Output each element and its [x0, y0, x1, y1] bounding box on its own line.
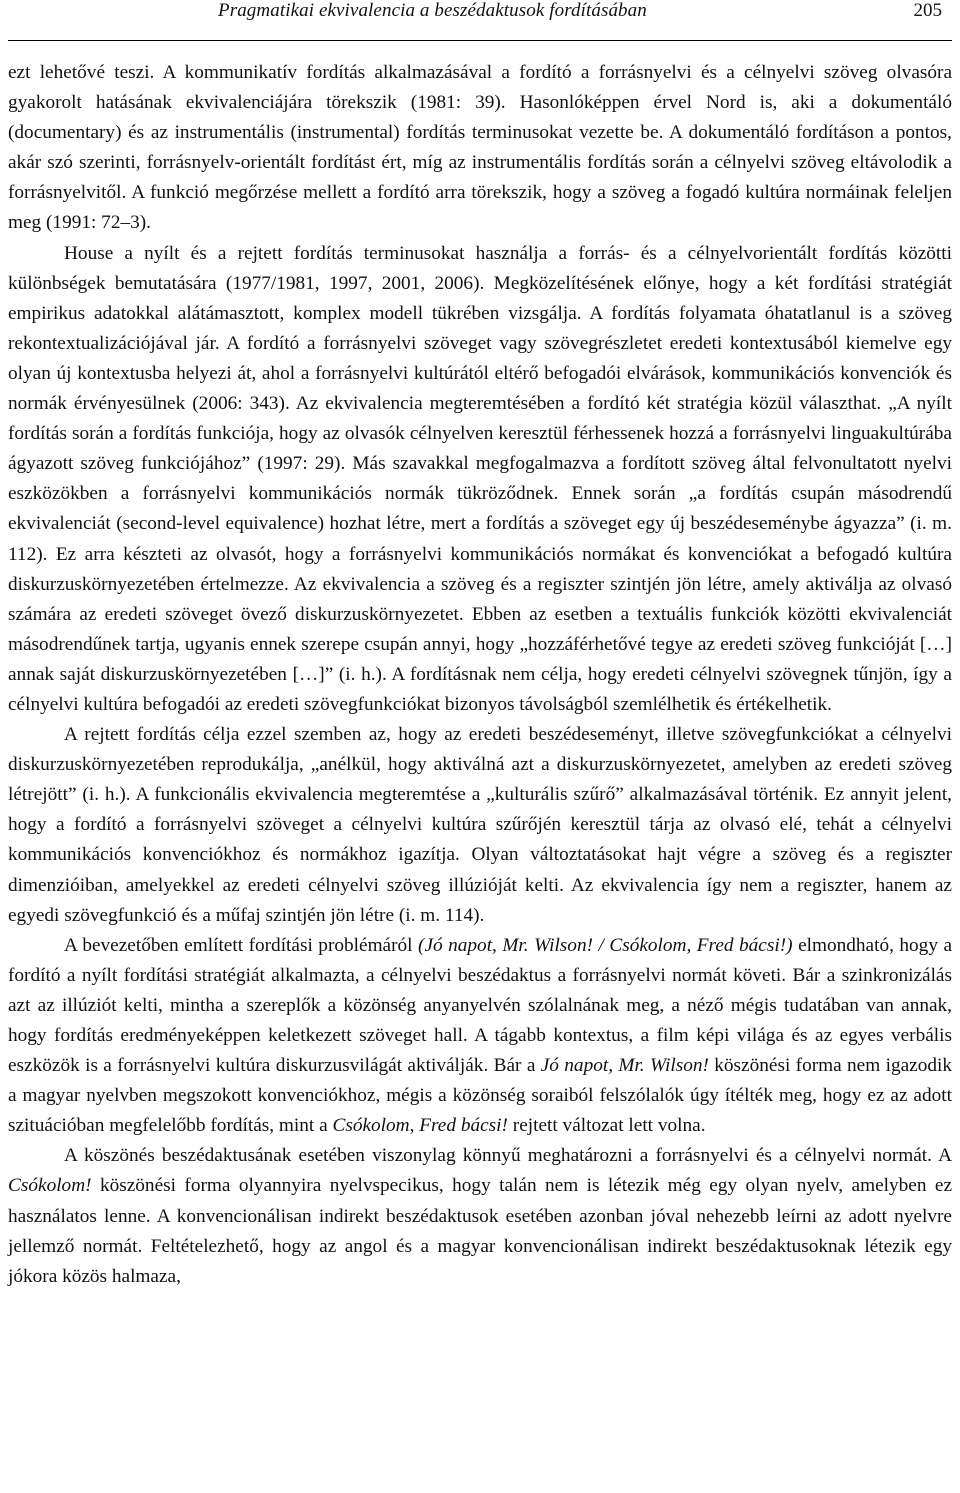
paragraph-4 — [8, 931, 952, 1142]
paragraph-text: köszönési forma olyannyira nyelvspecikus, hogy talán nem is létezik még egy olyan nyelv, amelyben ez használatos lenne. A konvencionálisan indirekt beszédaktusok esetében azonban jóval nehezebb leírni az adott nyelvre jellemző normát. Feltételezhető, hogy az angol és a magyar konvencionálisan indirekt beszédaktusoknak létezik egy jókora közös halmaza, — [8, 1175, 952, 1287]
paragraph-3 — [8, 720, 952, 931]
running-title: Pragmatikai ekvivalencia a beszédaktusok fordításában — [218, 0, 647, 21]
page-header — [8, 0, 952, 41]
paragraph-text: House a nyílt és a rejtett fordítás terminusokat használja a forrás- és a célnyelvorientált fordítás közötti különbségek bemutatására (1977/1981, 1997, 2001, 2006). Megközelítésének előnye, hogy a két fordítási stratégiát empirikus adatokkal alátámasztott, komplex modell tükrében vizsgálja. A fordítás folyamata óhatatlanul is a szöveg rekontextualizációjával jár. A fordító a forrásnyelvi szöveget vagy szövegrészletet eredeti kontextusából kiemelve egy olyan új kontextusba helyezi át, ahol a forrásnyelvi kultúrától eltérő befogadói elvárások, kommunikációs konvenciók és normák érvényesülnek (2006: 343). Az ekvivalencia megteremtésében a fordító két stratégia közül választhat. „A nyílt fordítás során a fordítás funkciója, hogy az olvasók célnyelven keresztül férhessenek hozzá a forrásnyelvi linguakultúrába ágyazott szöveg funkciójához” (1997: 29). Más szavakkal megfogalmazva a fordított szöveg által felvonultatott nyelvi eszközökben a forrásnyelvi kommunikációs normák tükröződnek. Ennek során „a fordítás csupán másodrendű ekvivalenciát (second-level equivalence) hozhat létre, mert a fordítás a szöveget egy új beszédeseménybe ágyazza” (i. m. 112). Ez arra készteti az olvasót, hogy a forrásnyelvi kommunikációs normákat és konvenciókat a befogadó kultúra diskurzuskörnyezetében értelmezze. Az ekvivalencia a szöveg és a regiszter szintjén jön létre, amely aktiválja az olvasó számára az eredeti szöveget övező diskurzuskörnyezetet. Ebben az esetben a textuális funkciók közötti ekvivalenciát másodrendűnek tartja, ugyanis ennek szerepe csupán annyi, hogy „hozzáférhetővé tegye az eredeti szöveg funkcióját […] annak saját diskurzuskörnyezetében […]” (i. h.). A fordításnak nem célja, hogy eredeti célnyelvi szövegnek tűnjön, így a célnyelvi kultúra befogadói az eredeti szövegfunkciókat bizonyos távolságból szemlélhetik és értékelhetik. — [8, 242, 952, 715]
paragraph-text: A köszönés beszédaktusának esetében viszonylag könnyű meghatározni a forrásnyelvi és a célnyelvi normát. A — [64, 1145, 952, 1167]
paragraph-text: A bevezetőben említett fordítási problémáról — [64, 934, 419, 956]
italic-jo-napot: Jó napot, Mr. Wilson! — [540, 1055, 709, 1077]
paragraph-2 — [8, 239, 952, 721]
paragraph-1 — [8, 58, 952, 239]
paragraph-text: ezt lehetővé teszi. A kommunikatív fordítás alkalmazásával a fordító a forrásnyelvi és a célnyelvi szöveg olvasóra gyakorolt hatásának ekvivalenciájára törekszik (1981: 39). Hasonlóképpen érvel Nord is, aki a dokumentáló (documentary) és az instrumentális (instrumental) fordítás terminusokat vezette be. A dokumentáló fordításon a pontos, akár szó szerinti, forrásnyelv-orientált fordítást ért, míg az instrumentális fordítás során a célnyelvi szöveg eltávolodik a forrásnyelvitől. A funkció megőrzése mellett a fordító arra törekszik, hogy a szöveg a fogadó kultúra normáinak feleljen meg (1991: 72–3). — [8, 62, 952, 234]
italic-film-greetings: (Jó napot, Mr. Wilson! / Csókolom, Fred bácsi!) — [418, 934, 793, 956]
paragraph-5 — [8, 1141, 952, 1291]
paragraph-text: köszönési forma nem igazodik a magyar nyelvben megszokott konvenciókhoz, mégis a közönség soraiból felszólalók úgy ítélték meg, hogy ez az adott szituációban megfelelőbb fordítás, mint a — [8, 1055, 952, 1137]
paragraph-text: A rejtett fordítás célja ezzel szemben az, hogy az eredeti beszédeseményt, illetve szövegfunkciókat a célnyelvi diskurzuskörnyezetében reprodukálja, „anélkül, hogy aktiválná azt a diskurzuskörnyezetet, amelyben az eredeti szöveg létrejött” (i. h.). A funkcionális ekvivalencia megteremtése a „kulturális szűrő” alkalmazásával történik. Ez annyit jelent, hogy a fordító a forrásnyelvi szöveget a célnyelvi kultúra szűrőjén keresztül tárja az olvasó elé, tehát a célnyelvi kommunikációs konvenciókhoz és normákhoz igazítja. Olyan változtatásokat hajt végre a szöveg és a regiszter dimenzióiban, amelyekkel az eredeti célnyelvi szöveg illúzióját kelti. Az ekvivalencia így nem a regiszter, hanem az egyedi szövegfunkció és a műfaj szintjén jön létre (i. m. 114). — [8, 724, 952, 926]
document-page — [8, 0, 953, 1287]
page-body — [8, 58, 952, 1292]
paragraph-text: rejtett változat lett volna. — [507, 1115, 706, 1137]
italic-csokolom-fred: Csókolom, Fred bácsi! — [332, 1115, 508, 1137]
italic-csokolom: Csókolom! — [8, 1175, 92, 1197]
page-number: 205 — [913, 0, 942, 21]
paragraph-text: elmondható, hogy a fordító a nyílt fordítási stratégiát alkalmazta, a célnyelvi beszédaktus a forrásnyelvi normát követi. Bár a szinkronizálás azt az illúziót kelti, mintha a szereplők a közönség anyanyelvén szólalnának meg, a néző mégis tudatában van annak, hogy fordítás eredményeképpen keletkezett szöveget hall. A tágabb kontextus, a film képi világa és az egyes verbális eszközök is a forrásnyelvi kultúra diskurzusvilágát aktiválják. Bár a — [8, 934, 953, 1077]
